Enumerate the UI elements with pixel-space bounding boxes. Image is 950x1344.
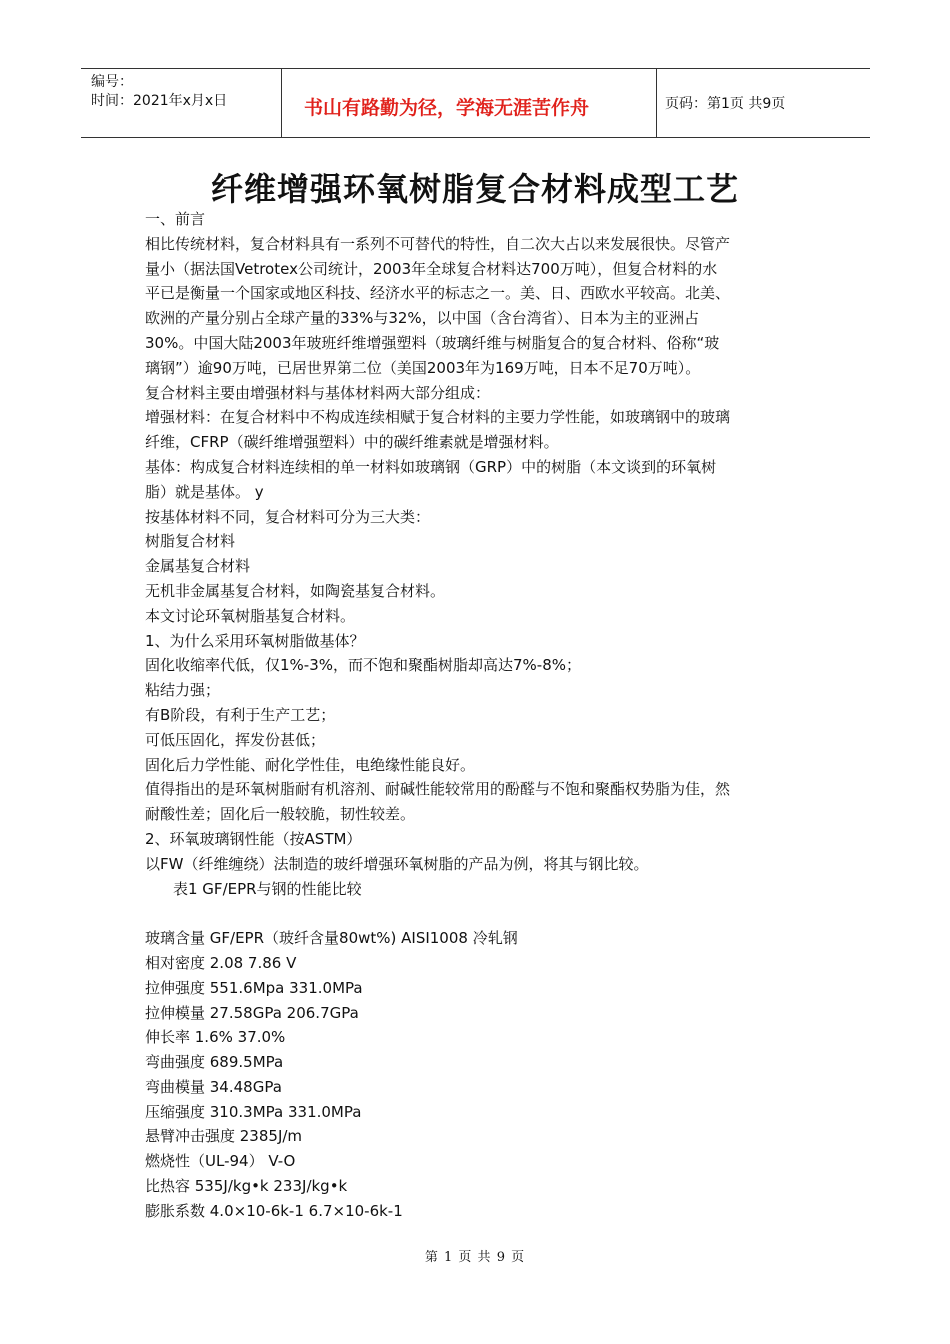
body-line: 无机非金属基复合材料，如陶瓷基复合材料。 (145, 581, 446, 600)
header-table (81, 68, 870, 138)
document-body (145, 207, 805, 1224)
body-line: 量小（据法国Vetrotex公司统计，2003年全球复合材料达700万吨），但复合材料的水 (145, 259, 718, 278)
body-line: 可低压固化，挥发份甚低； (145, 730, 326, 749)
body-line: 30%。中国大陆2003年玻班纤维增强塑料（玻璃纤维与树脂复合的复合材料、俗称“玻 (145, 333, 720, 352)
body-line: 固化收缩率代低，仅1%-3%，而不饱和聚酯树脂却高达7%-8%； (145, 656, 582, 675)
body-line: 基体：构成复合材料连续相的单一材料如玻璃钢（GRP）中的树脂（本文谈到的环氧树 (145, 457, 717, 476)
body-line: 相比传统材料，复合材料具有一系列不可替代的特性，自二次大占以来发展很快。尽管产 (145, 234, 731, 253)
header-page-number: 页码：第1页 共9页 (665, 96, 786, 112)
body-line: 本文讨论环氧树脂基复合材料。 (145, 606, 356, 625)
section-heading: 1、为什么采用环氧树脂做基体？ (145, 631, 365, 650)
table-row: 燃烧性（UL-94） V-O (145, 1152, 296, 1171)
body-line: 树脂复合材料 (145, 532, 236, 551)
body-line: 欧洲的产量分别占全球产量的33%与32%，以中国（含台湾省）、日本为主的亚洲占 (145, 309, 700, 328)
body-line: 脂）就是基体。 y (145, 482, 264, 501)
body-line: 耐酸性差；固化后一般较脆，韧性较差。 (145, 805, 416, 824)
page-footer: 第 1 页 共 9 页 (424, 1250, 526, 1265)
body-line: 金属基复合材料 (145, 557, 251, 576)
body-line: 按基体材料不同，复合材料可分为三大类： (145, 507, 431, 526)
body-line: 平已是衡量一个国家或地区科技、经济水平的标志之一。美、日、西欧水平较高。北美、 (145, 284, 731, 303)
document-time-label: 时间：2021年x月x日 (91, 93, 228, 109)
table-row: 膨胀系数 4.0×10-6k-1 6.7×10-6k-1 (145, 1201, 403, 1220)
table-caption: 表1 GF/EPR与钢的性能比较 (173, 879, 362, 898)
body-line: 纤维，CFRP（碳纤维增强塑料）中的碳纤维素就是增强材料。 (145, 433, 559, 452)
body-line: 璃钢”）逾90万吨，已居世界第二位（美国2003年为169万吨，日本不足70万吨）。 (145, 358, 701, 377)
table-row: 玻璃含量 GF/EPR（玻纤含量80wt%) AISI1008 冷轧钢 (145, 929, 518, 948)
table-row: 拉伸模量 27.58GPa 206.7GPa (145, 1003, 359, 1022)
body-line: 以FW（纤维缠绕）法制造的玻纤增强环氧树脂的产品为例，将其与钢比较。 (145, 854, 649, 873)
body-line: 粘结力强； (145, 681, 221, 700)
table-row: 压缩强度 310.3MPa 331.0MPa (145, 1102, 362, 1121)
body-line: 复合材料主要由增强材料与基体材料两大部分组成： (145, 383, 491, 402)
header-motto: 书山有路勤为径，学海无涯苦作舟 (304, 97, 590, 119)
header-page-cell (657, 69, 870, 137)
body-line: 值得指出的是环氧树脂耐有机溶剂、耐碱性能较常用的酚醛与不饱和聚酯权势脂为佳，然 (145, 780, 731, 799)
header-motto-cell (282, 69, 657, 137)
body-line: 固化后力学性能、耐化学性佳，电绝缘性能良好。 (145, 755, 476, 774)
body-line: 一、前言 (145, 210, 206, 228)
body-line: 有B阶段，有利于生产工艺； (145, 705, 336, 724)
document-title: 纤维增强环氧树脂复合材料成型工艺 (210, 170, 739, 208)
body-line: 增强材料：在复合材料中不构成连续相赋于复合材料的主要力学性能，如玻璃钢中的玻璃 (145, 408, 731, 427)
document-number-label: 编号： (91, 74, 133, 90)
table-row: 弯曲模量 34.48GPa (145, 1077, 282, 1096)
table-row: 比热容 535J/kg•k 233J/kg•k (145, 1177, 348, 1196)
section-heading: 2、环氧玻璃钢性能（按ASTM） (145, 829, 362, 848)
blank-line (145, 901, 805, 926)
table-row: 相对密度 2.08 7.86 V (145, 953, 297, 972)
header-info-cell (81, 69, 282, 137)
table-row: 伸长率 1.6% 37.0% (145, 1028, 286, 1047)
table-row: 悬臂冲击强度 2385J/m (145, 1127, 303, 1146)
table-row: 拉伸强度 551.6Mpa 331.0MPa (145, 978, 363, 997)
table-row: 弯曲强度 689.5MPa (145, 1053, 284, 1072)
